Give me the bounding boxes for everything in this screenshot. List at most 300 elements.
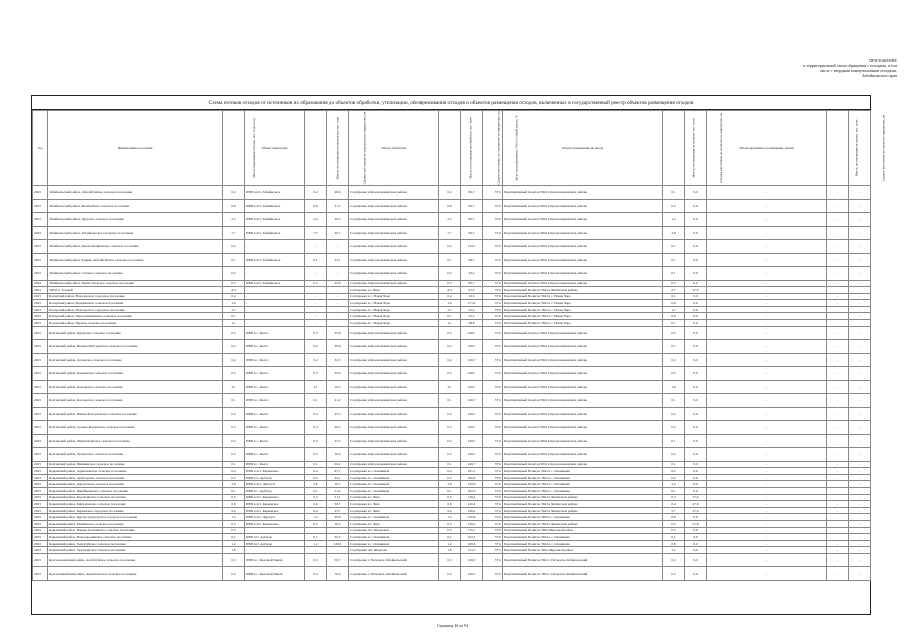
- table-cell-lmass: 0,1: [663, 340, 685, 354]
- table-cell-pmass: 0,3: [439, 474, 461, 481]
- table-cell-pmass: 0,1: [439, 461, 461, 468]
- table-cell-year: 2023: [33, 521, 48, 528]
- table-cell-share: 37%: [483, 521, 503, 528]
- table-cell-dmass: -: [827, 540, 849, 547]
- table-cell-transfer: ПВП в пгт. Забайкальск: [245, 226, 305, 240]
- table-cell-tdist: -: [327, 306, 349, 313]
- table-cell-name: Калганский район, Бурукское сельское поселение: [48, 326, 223, 340]
- table-cell-dmass: -: [827, 240, 849, 254]
- table-cell-tmass: 0,3: [305, 421, 327, 435]
- table-cell-tdist: 51,4: [327, 488, 349, 495]
- table-cell-pmass: 0,3: [439, 553, 461, 567]
- table-cell-lmass: 1,4: [663, 213, 685, 227]
- table-cell-mass: 0,3: [223, 521, 245, 528]
- table-row: [33, 313, 871, 320]
- table-cell-dmass: -: [827, 481, 849, 488]
- table-cell-dmass: -: [827, 474, 849, 481]
- table-cell-dump: -: [707, 488, 827, 495]
- table-cell-pdist: 150,6: [461, 514, 483, 521]
- table-cell-transfer: ПВП в с. Калга: [245, 421, 305, 435]
- table-cell-dump: -: [707, 293, 827, 300]
- table-cell-name: Калганский район, Чингильтуйское сельское поселение: [48, 434, 223, 448]
- table-cell-pdist: 126,2: [461, 507, 483, 514]
- table-cell-pdist: 99,7: [461, 253, 483, 267]
- table-cell-dump: -: [707, 527, 827, 534]
- table-cell-landfill: Перспективный полигон ТКО в Краснокаменском районе: [503, 448, 663, 462]
- table-cell-lmass: 2,2: [663, 481, 685, 488]
- table-cell-mass: 0,4: [223, 407, 245, 421]
- table-cell-share: 37%: [483, 240, 503, 254]
- table-cell-processing: Сортировка в Краснокаменском районе: [349, 267, 439, 281]
- table-cell-ldist: 0,0: [685, 407, 707, 421]
- table-cell-transfer: ПВП в пгт. Карымское: [245, 507, 305, 514]
- table-cell-transfer: -: [245, 287, 305, 294]
- table-cell-share: 37%: [483, 394, 503, 408]
- table-cell-dump: -: [707, 213, 827, 227]
- table-cell-mass: 0,1: [223, 534, 245, 541]
- table-cell-pdist: 38,8: [461, 320, 483, 327]
- table-cell-year: 2023: [33, 340, 48, 354]
- table-cell-transfer: ПВП в пгт. Забайкальск: [245, 213, 305, 227]
- table-cell-year: 2023: [33, 240, 48, 254]
- table-cell-dump: -: [707, 494, 827, 501]
- table-cell-pdist: 149,7: [461, 461, 483, 468]
- table-cell-pdist: 100,6: [461, 540, 483, 547]
- table-cell-pdist: 16,5: [461, 293, 483, 300]
- table-cell-transfer: -: [245, 313, 305, 320]
- table-cell-tdist: 30,7: [327, 501, 349, 508]
- table-cell-name: Калганский район, Чупровское сельское поселение: [48, 448, 223, 462]
- table-cell-pdist: 149,7: [461, 448, 483, 462]
- table-cell-ldist: 0,0: [685, 553, 707, 567]
- table-cell-ddist: -: [849, 501, 871, 508]
- table-cell-dmass: -: [827, 553, 849, 567]
- table-cell-dump: -: [707, 547, 827, 554]
- table-cell-share: 37%: [483, 313, 503, 320]
- table-cell-processing: Сортировка г. Петровск-Забайкальский: [349, 567, 439, 581]
- table-cell-year: 2023: [33, 313, 48, 320]
- table-cell-mass: 0,1: [223, 253, 245, 267]
- table-cell-lmass: 0,2: [663, 421, 685, 435]
- table-cell-tdist: -: [327, 293, 349, 300]
- table-cell-dmass: -: [827, 468, 849, 475]
- table-cell-name: Карымский район, Курорт-Дарасунское городское поселение: [48, 514, 223, 521]
- table-cell-pmass: 1,2: [439, 540, 461, 547]
- table-cell-name: Калганский район, Шивиинское сельское поселение: [48, 461, 223, 468]
- table-cell-tmass: -: [305, 547, 327, 554]
- table-cell-pmass: 1,3: [439, 514, 461, 521]
- table-cell-dump: -: [707, 320, 827, 327]
- table-cell-mass: 0,2: [223, 434, 245, 448]
- table-cell-dmass: -: [827, 380, 849, 394]
- table-cell-pdist: 161,1: [461, 468, 483, 475]
- table-cell-pmass: 0,4: [439, 567, 461, 581]
- table-cell-mass: 0,5: [223, 494, 245, 501]
- table-cell-tdist: 30,8: [327, 340, 349, 354]
- table-cell-lmass: 0,5: [663, 199, 685, 213]
- table-cell-year: 2023: [33, 326, 48, 340]
- table-cell-lmass: 0,0: [663, 313, 685, 320]
- table-cell-transfer: ПВП в с. Калга: [245, 394, 305, 408]
- table-cell-transfer: -: [245, 293, 305, 300]
- table-cell-dump: -: [707, 474, 827, 481]
- table-cell-mass: 0,1: [223, 313, 245, 320]
- table-cell-dump: -: [707, 481, 827, 488]
- table-cell-processing: Сортировка в г. Чите: [349, 501, 439, 508]
- column-header: [33, 111, 48, 186]
- table-cell-tmass: -: [305, 320, 327, 327]
- table-cell-dump: -: [707, 553, 827, 567]
- table-cell-pmass: 0,5: [439, 527, 461, 534]
- table-cell-dmass: -: [827, 213, 849, 227]
- table-cell-dmass: -: [827, 300, 849, 307]
- table-cell-ldist: 0,0: [685, 394, 707, 408]
- table-cell-ddist: -: [849, 521, 871, 528]
- table-row: [33, 507, 871, 514]
- table-cell-dump: -: [707, 567, 827, 581]
- table-cell-transfer: -: [245, 306, 305, 313]
- table-cell-name: Калганский район, Кадаинское сельское поселение: [48, 367, 223, 381]
- table-cell-tmass: -: [305, 527, 327, 534]
- table-cell-tdist: 49,6: [327, 514, 349, 521]
- table-cell-mass: 0,3: [223, 326, 245, 340]
- table-cell-ddist: -: [849, 367, 871, 381]
- table-cell-dump: -: [707, 199, 827, 213]
- table-cell-transfer: -: [245, 240, 305, 254]
- table-cell-year: 2023: [33, 534, 48, 541]
- table-cell-pmass: 0,8: [439, 199, 461, 213]
- table-row: [33, 527, 871, 534]
- table-cell-tdist: 40,2: [327, 421, 349, 435]
- table-cell-year: 2023: [33, 407, 48, 421]
- table-cell-dmass: -: [827, 293, 849, 300]
- table-cell-transfer: ПВП в с. Калга: [245, 407, 305, 421]
- table-cell-year: 2023: [33, 394, 48, 408]
- table-cell-dump: -: [707, 407, 827, 421]
- table-row: [33, 488, 871, 495]
- table-cell-ldist: 0,0: [685, 240, 707, 254]
- table-cell-tdist: 21,1: [327, 494, 349, 501]
- table-cell-tmass: 0,3: [305, 553, 327, 567]
- table-cell-tmass: 0,8: [305, 199, 327, 213]
- table-cell-ddist: -: [849, 186, 871, 200]
- table-cell-dmass: -: [827, 326, 849, 340]
- table-cell-tdist: 39,5: [327, 213, 349, 227]
- table-cell-transfer: ПВП в с. Калга: [245, 353, 305, 367]
- table-cell-tdist: 10,7: [327, 481, 349, 488]
- table-cell-pdist: 99,7: [461, 213, 483, 227]
- table-cell-name: Каларский район, Новочарское городское поселение: [48, 306, 223, 313]
- table-cell-dump: -: [707, 514, 827, 521]
- table-cell-ddist: -: [849, 421, 871, 435]
- table-cell-share: 37%: [483, 300, 503, 307]
- table-cell-processing: Сортировка в с. Новая Чара: [349, 306, 439, 313]
- table-cell-share: 37%: [483, 320, 503, 327]
- table-cell-ldist: 0,0: [685, 199, 707, 213]
- table-cell-ldist: 0,0: [685, 547, 707, 554]
- table-cell-tdist: 32,5: [327, 353, 349, 367]
- table-cell-ldist: 0,0: [685, 540, 707, 547]
- table-cell-pmass: 0,1: [439, 253, 461, 267]
- table-cell-tmass: 0,3: [305, 367, 327, 381]
- table-cell-mass: 7,7: [223, 226, 245, 240]
- table-cell-transfer: -: [245, 300, 305, 307]
- table-cell-transfer: ПВП в с. Калга: [245, 380, 305, 394]
- table-cell-tmass: 0,5: [305, 494, 327, 501]
- table-cell-pdist: 149,7: [461, 407, 483, 421]
- table-cell-tmass: 0,3: [305, 326, 327, 340]
- table-cell-landfill: Перспективный Полигон ТКО в с. Оловянная: [503, 481, 663, 488]
- table-row: [33, 326, 871, 340]
- table-cell-name: Калганский район, Доновское сельское поселение: [48, 353, 223, 367]
- table-cell-pdist: 102,3: [461, 488, 483, 495]
- table-cell-tmass: 0,3: [305, 448, 327, 462]
- table-cell-tmass: -: [305, 300, 327, 307]
- table-row: [33, 280, 871, 287]
- table-cell-dump: -: [707, 306, 827, 313]
- table-cell-dmass: -: [827, 267, 849, 281]
- table-cell-dump: -: [707, 448, 827, 462]
- table-cell-dmass: -: [827, 488, 849, 495]
- table-row: [33, 199, 871, 213]
- table-cell-dmass: -: [827, 434, 849, 448]
- table-cell-mass: 0,3: [223, 367, 245, 381]
- table-cell-mass: 0,3: [223, 553, 245, 567]
- table-cell-pdist: 153,7: [461, 547, 483, 554]
- table-cell-tmass: 0,3: [305, 521, 327, 528]
- column-header: [48, 111, 223, 186]
- table-cell-year: 2023: [33, 507, 48, 514]
- table-cell-year: 2023: [33, 306, 48, 313]
- table-cell-ddist: -: [849, 213, 871, 227]
- table-cell-transfer: -: [245, 547, 305, 554]
- table-cell-name: Забайкальский район, Забайкальское городское поселение: [48, 226, 223, 240]
- table-row: [33, 481, 871, 488]
- table-cell-landfill: Перспективный полигон ТКО в Краснокаменском районе: [503, 394, 663, 408]
- table-cell-lmass: 0,2: [663, 407, 685, 421]
- table-cell-mass: 0,4: [223, 567, 245, 581]
- table-cell-tmass: 0,4: [305, 407, 327, 421]
- table-cell-landfill: Перспективный Полигон ТКО в с. Новая Чара: [503, 293, 663, 300]
- table-cell-processing: Сортировка в Краснокаменском районе: [349, 421, 439, 435]
- table-cell-dmass: -: [827, 280, 849, 287]
- table-cell-mass: 0,1: [223, 488, 245, 495]
- table-cell-tdist: 22,3: [327, 434, 349, 448]
- table-cell-pmass: 0,1: [439, 534, 461, 541]
- table-cell-lmass: 0,3: [663, 567, 685, 581]
- table-cell-ddist: -: [849, 340, 871, 354]
- table-cell-name: Забайкальский район, Черно-Озерское сельское поселение: [48, 280, 223, 287]
- table-cell-tdist: -: [327, 287, 349, 294]
- table-cell-share: 37%: [483, 507, 503, 514]
- table-cell-mass: 3,1: [223, 380, 245, 394]
- table-cell-mass: 0,3: [223, 421, 245, 435]
- table-cell-pdist: 149,7: [461, 353, 483, 367]
- table-cell-lmass: 0,1: [663, 186, 685, 200]
- table-cell-lmass: 0,2: [663, 367, 685, 381]
- table-cell-dmass: -: [827, 340, 849, 354]
- table-cell-ddist: -: [849, 407, 871, 421]
- table-cell-transfer: ПВП в пгт. Забайкальск: [245, 253, 305, 267]
- table-cell-transfer: ПВП в с. Красный Чикой: [245, 567, 305, 581]
- table-cell-year: 2023: [33, 226, 48, 240]
- table-cell-name: ЗАТО п. Горный: [48, 287, 223, 294]
- table-cell-pmass: 4,3: [439, 287, 461, 294]
- table-cell-name: Карымский район, Маякинское сельское поселение: [48, 521, 223, 528]
- table-cell-dmass: -: [827, 407, 849, 421]
- table-cell-transfer: ПВП в с. Калга: [245, 461, 305, 468]
- table-cell-lmass: 0,1: [663, 267, 685, 281]
- table-cell-name: Забайкальский район, Рудник-Абагайтуйское сельское поселение: [48, 253, 223, 267]
- table-cell-ldist: 0,0: [685, 293, 707, 300]
- table-cell-landfill: Перспективный полигон ТКО в Краснокаменском районе: [503, 353, 663, 367]
- table-cell-processing: Сортировка в Краснокаменском районе: [349, 213, 439, 227]
- table-cell-tdist: -: [327, 313, 349, 320]
- appendix-header: [727, 58, 897, 78]
- table-cell-pmass: 7,7: [439, 226, 461, 240]
- table-cell-name: Карымский район, Кадахтинское сельское поселение: [48, 494, 223, 501]
- table-cell-ldist: 0,0: [685, 527, 707, 534]
- table-cell-landfill: Перспективный полигон ТКО в Краснокаменском районе: [503, 434, 663, 448]
- table-cell-landfill: Перспективный полигон ТКО в Краснокаменском районе: [503, 226, 663, 240]
- table-cell-tdist: 19,5: [327, 380, 349, 394]
- table-cell-lmass: 0,2: [663, 474, 685, 481]
- table-cell-name: Карымский район, Кайдаловское сельское поселение: [48, 501, 223, 508]
- table-cell-mass: 0,3: [223, 448, 245, 462]
- column-header-label: Объект временного размещения, свалки: [739, 146, 794, 150]
- table-cell-lmass: 0,3: [663, 494, 685, 501]
- table-cell-processing: Сортировка в Краснокаменском районе: [349, 186, 439, 200]
- table-cell-pdist: 102,3: [461, 534, 483, 541]
- table-cell-mass: 3,6: [223, 481, 245, 488]
- table-cell-dmass: -: [827, 521, 849, 528]
- table-cell-share: 37%: [483, 326, 503, 340]
- table-cell-tmass: 0,6: [305, 501, 327, 508]
- table-cell-pdist: 149,7: [461, 434, 483, 448]
- table-cell-ddist: -: [849, 267, 871, 281]
- table-cell-landfill: Перспективный полигон ТКО в Краснокаменском районе: [503, 380, 663, 394]
- table-cell-tmass: 0,4: [305, 468, 327, 475]
- table-cell-share: 37%: [483, 547, 503, 554]
- table-cell-dmass: -: [827, 306, 849, 313]
- table-cell-pmass: 1,8: [439, 547, 461, 554]
- table-cell-ddist: -: [849, 326, 871, 340]
- table-cell-processing: Сортировка в Краснокаменском районе: [349, 326, 439, 340]
- table-cell-tdist: -: [327, 527, 349, 534]
- table-cell-ldist: 0,0: [685, 313, 707, 320]
- table-cell-ddist: -: [849, 468, 871, 475]
- table-cell-pmass: 0,3: [439, 367, 461, 381]
- table-cell-mass: 0,5: [223, 280, 245, 287]
- table-row: [33, 213, 871, 227]
- table-row: [33, 287, 871, 294]
- table-cell-landfill: Перспективный Полигон ТКО в Читинском районе: [503, 287, 663, 294]
- table-cell-dump: -: [707, 326, 827, 340]
- table-cell-name: Забайкальский район, Абагайтуйское сельское поселение: [48, 186, 223, 200]
- table-cell-pmass: 0,3: [439, 326, 461, 340]
- table-cell-mass: 1,2: [223, 540, 245, 547]
- table-cell-processing: Сортировка в Краснокаменском районе: [349, 226, 439, 240]
- table-cell-share: 37%: [483, 553, 503, 567]
- table-cell-pdist: 126,2: [461, 494, 483, 501]
- table-cell-tdist: 30,2: [327, 534, 349, 541]
- table-cell-pdist: 149,7: [461, 367, 483, 381]
- table-cell-transfer: ПВП в с. Калга: [245, 448, 305, 462]
- table-cell-tmass: 0,2: [305, 340, 327, 354]
- table-cell-tmass: 0,1: [305, 461, 327, 468]
- table-cell-pmass: 1,0: [439, 300, 461, 307]
- table-cell-processing: Сортировка в г. Чите: [349, 287, 439, 294]
- table-row: [33, 461, 871, 468]
- table-cell-mass: 1,1: [223, 320, 245, 327]
- table-cell-dump: -: [707, 501, 827, 508]
- table-cell-processing: Сортировка в Краснокаменском районе: [349, 353, 439, 367]
- table-cell-dump: -: [707, 267, 827, 281]
- table-cell-year: 2023: [33, 300, 48, 307]
- table-cell-tmass: 2,2: [305, 213, 327, 227]
- table-cell-processing: Сортировка в Краснокаменском районе: [349, 394, 439, 408]
- table-cell-share: 37%: [483, 407, 503, 421]
- column-header-label: Масса, поступающая на полигон, тыс. тонн: [691, 118, 696, 178]
- table-row: [33, 353, 871, 367]
- column-header-label: Масса, поступающая на обработку, тыс. тонн: [468, 117, 473, 179]
- table-cell-ldist: 0,0: [685, 367, 707, 381]
- table-cell-year: 2023: [33, 186, 48, 200]
- column-header-label: Объект перегрузки: [261, 146, 288, 150]
- table-row: [33, 434, 871, 448]
- table-cell-pmass: 0,4: [439, 407, 461, 421]
- table-cell-year: 2023: [33, 421, 48, 435]
- table-cell-transfer: ПВП в пгт. Карымское: [245, 501, 305, 508]
- table-cell-landfill: Перспективный Полигон ТКО в с. Оловянная: [503, 540, 663, 547]
- table-cell-transfer: -: [245, 527, 305, 534]
- table-cell-tmass: 0,1: [305, 488, 327, 495]
- table-cell-lmass: 0,1: [663, 461, 685, 468]
- table-cell-name: Карымский район, Тыргетуйское сельское поселение: [48, 540, 223, 547]
- table-cell-mass: 1,0: [223, 300, 245, 307]
- table-row: [33, 394, 871, 408]
- table-cell-landfill: Перспективный полигон ТКО в Краснокаменском районе: [503, 213, 663, 227]
- table-cell-name: Карымский район, Адриановское сельское поселение: [48, 468, 223, 475]
- table-cell-year: 2023: [33, 253, 48, 267]
- table-cell-dump: -: [707, 507, 827, 514]
- table-cell-pmass: 0,4: [439, 353, 461, 367]
- table-cell-pmass: 0,3: [439, 448, 461, 462]
- table-cell-name: Забайкальский район, Даурское сельское поселение: [48, 213, 223, 227]
- table-cell-share: 37%: [483, 367, 503, 381]
- table-cell-processing: Сортировка в с. Оловянная: [349, 481, 439, 488]
- table-cell-transfer: ПВП в с. Калга: [245, 434, 305, 448]
- table-cell-ddist: -: [849, 474, 871, 481]
- table-cell-year: 2023: [33, 501, 48, 508]
- table-cell-dmass: -: [827, 320, 849, 327]
- table-cell-dmass: -: [827, 507, 849, 514]
- table-cell-landfill: Перспективный Полигон ТКО в с. Оловянная: [503, 534, 663, 541]
- table-cell-year: 2023: [33, 293, 48, 300]
- table-cell-mass: 2,2: [223, 213, 245, 227]
- table-cell-ldist: 27,6: [685, 494, 707, 501]
- table-cell-processing: Сортировка в с. Оловянная: [349, 468, 439, 475]
- table-cell-name: Калганский район, Нижне-Калгуканское сельское поселение: [48, 407, 223, 421]
- table-cell-pmass: 0,3: [439, 421, 461, 435]
- table-cell-name: Калганский район, Козловское сельское поселение: [48, 394, 223, 408]
- table-cell-pdist: 149,5: [461, 567, 483, 581]
- table-cell-pdist: 149,7: [461, 380, 483, 394]
- table-cell-dump: -: [707, 253, 827, 267]
- table-cell-tdist: 24,1: [327, 474, 349, 481]
- column-header-label: Среднее расстояние до полигона по маршрутам, км: [718, 113, 723, 183]
- table-cell-tmass: 0,5: [305, 280, 327, 287]
